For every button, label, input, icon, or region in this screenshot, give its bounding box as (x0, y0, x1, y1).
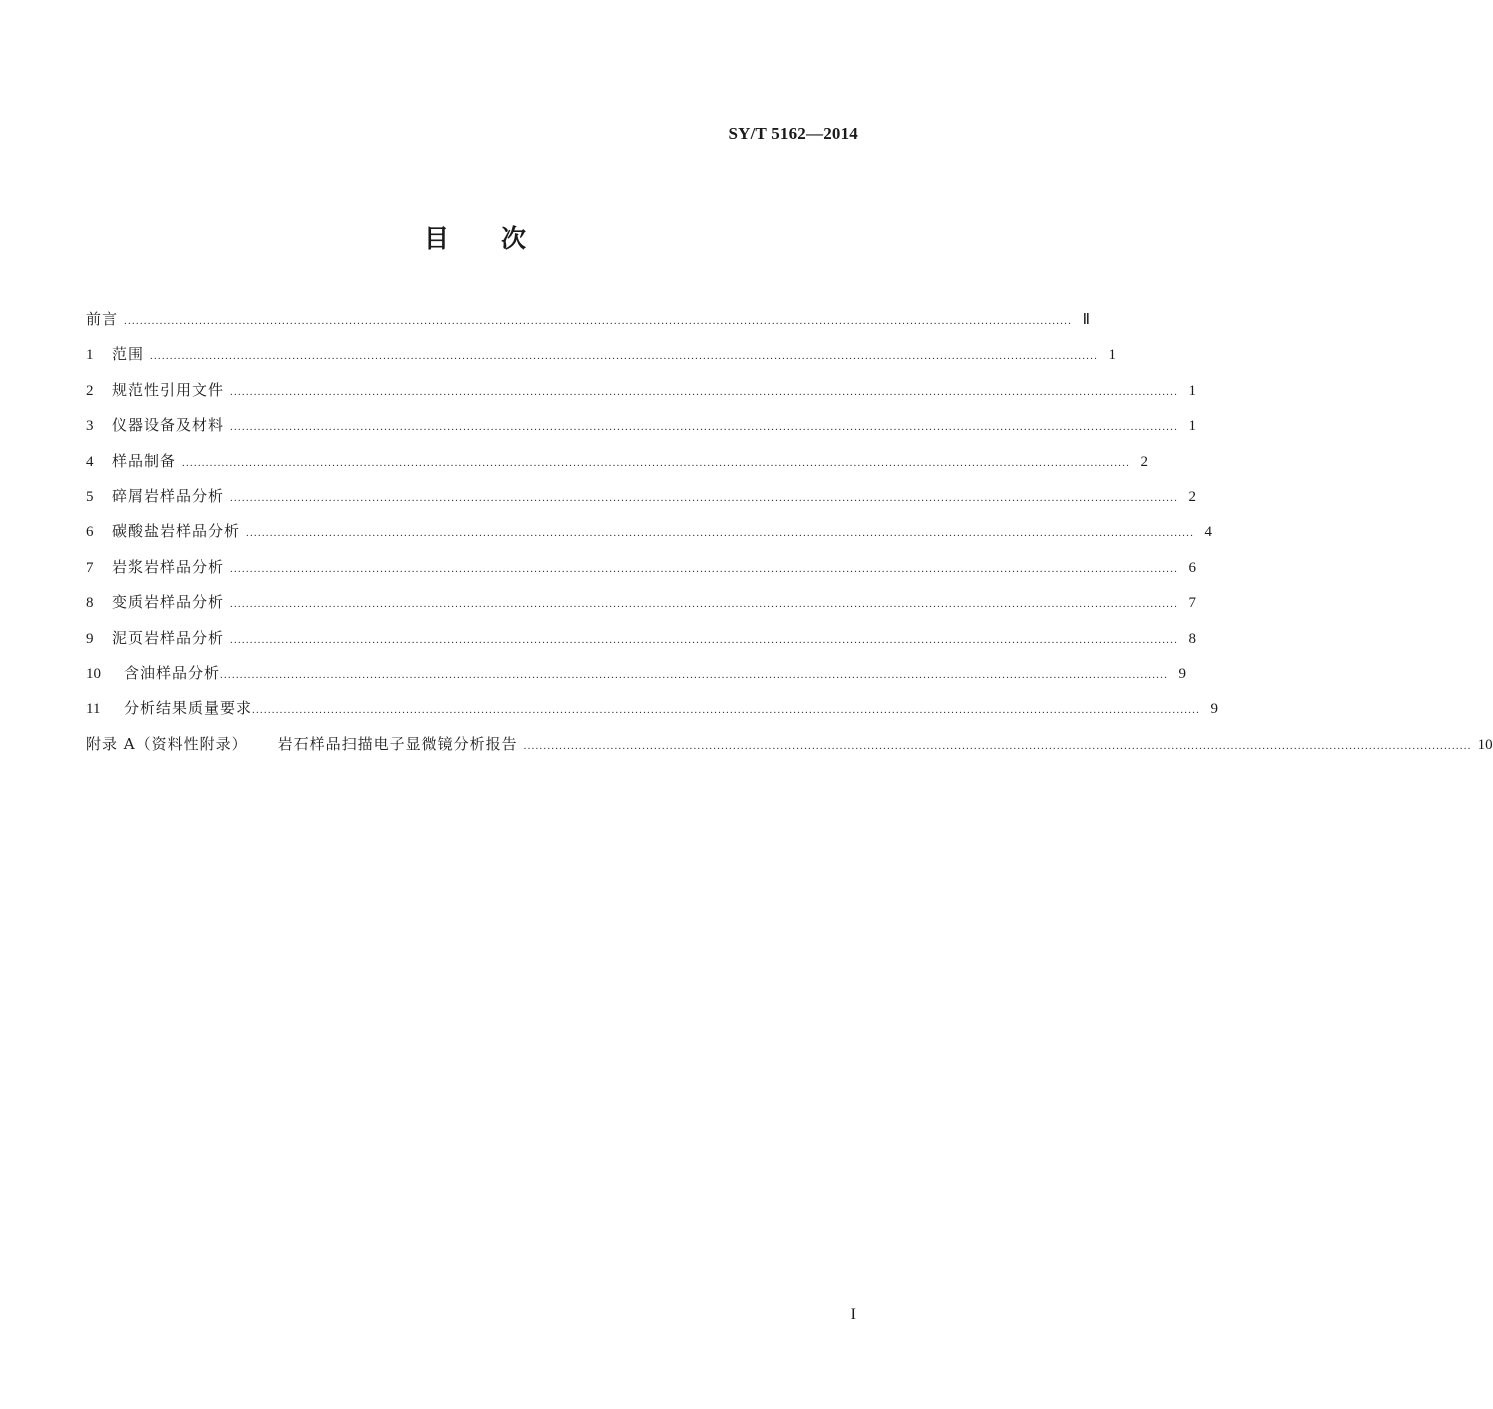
table-of-contents (86, 308, 1493, 768)
toc-entry-number: 5 (86, 488, 94, 505)
toc-entry-page: 2 (1140, 453, 1149, 470)
toc-entry-number: 10 (86, 665, 101, 682)
toc-entry[interactable] (86, 485, 1197, 520)
toc-entry-number: 11 (86, 701, 101, 718)
toc-entry-label: 分析结果质量要求 (124, 699, 253, 718)
appendix-title: 岩石样品扫描电子显微镜分析报告 (277, 734, 518, 753)
page-title: 目次 (423, 224, 578, 253)
toc-entry-page: 9 (1210, 701, 1219, 718)
toc-entry-number: 1 (86, 347, 94, 364)
toc-entry-number: 2 (86, 382, 94, 399)
toc-entry-number: 8 (86, 595, 94, 612)
toc-leader-dots: ................................................................................................................................................................................................................................................ (230, 633, 1179, 646)
toc-entry-page: 1 (1108, 347, 1117, 364)
toc-entry-number: 7 (86, 559, 94, 576)
toc-entry-page: 2 (1188, 488, 1197, 505)
toc-entry-label: 碳酸盐岩样品分析 (112, 522, 241, 541)
toc-leader-dots: ................................................................................................................................................................................................................................................ (220, 668, 1169, 681)
toc-entry[interactable] (86, 662, 1187, 697)
toc-entry[interactable] (86, 343, 1117, 378)
toc-entry-page: 9 (1178, 665, 1187, 682)
toc-entry-appendix[interactable] (86, 733, 1493, 768)
toc-entry-label: 样品制备 (112, 451, 177, 470)
toc-entry[interactable] (86, 591, 1197, 626)
toc-entry-label: 含油样品分析 (124, 663, 221, 682)
toc-entry-page: 1 (1188, 418, 1197, 435)
toc-leader-dots: ................................................................................................................................................................................................................................................ (124, 315, 1073, 327)
toc-leader-dots: ................................................................................................................................................................................................................................................ (230, 385, 1179, 398)
toc-entry-label: 范围 (112, 345, 145, 364)
toc-entry-number: 6 (86, 524, 94, 541)
toc-entry-label: 碎屑岩样品分析 (112, 486, 225, 505)
toc-entry-label: 变质岩样品分析 (112, 593, 225, 612)
toc-entry-page: 4 (1204, 524, 1213, 541)
toc-entry-page: 8 (1188, 630, 1197, 647)
toc-entry[interactable] (86, 520, 1213, 555)
toc-entry[interactable] (86, 379, 1197, 414)
standard-number: SY/T 5162—2014 (728, 124, 858, 143)
toc-leader-dots: ................................................................................................................................................................................................................................................ (230, 421, 1179, 434)
toc-entry[interactable] (86, 414, 1197, 449)
toc-entry-number: 4 (86, 453, 94, 470)
toc-leader-dots: ................................................................................................................................................................................................................................................ (182, 456, 1131, 469)
toc-entry-page: Ⅱ (1082, 312, 1091, 328)
toc-entry-page: 7 (1188, 595, 1197, 612)
toc-entry-label: 规范性引用文件 (112, 380, 225, 399)
toc-leader-dots: ................................................................................................................................................................................................................................................ (150, 350, 1099, 363)
toc-entry-page: 1 (1188, 382, 1197, 399)
toc-entry-label: 岩浆岩样品分析 (112, 557, 225, 576)
toc-entry-label: 仪器设备及材料 (112, 416, 225, 435)
appendix-label: 附录 A（资料性附录） (86, 734, 248, 753)
toc-entry[interactable] (86, 697, 1219, 732)
toc-entry[interactable] (86, 450, 1149, 485)
toc-entry-label: 前言 (86, 310, 119, 328)
toc-entry-page: 10 (1477, 736, 1493, 753)
toc-leader-dots: ................................................................................................................................................................................................................................................ (230, 598, 1179, 611)
toc-entry-foreword[interactable] (86, 308, 1091, 343)
toc-entry-number: 3 (86, 418, 94, 435)
toc-entry-number: 9 (86, 630, 94, 647)
toc-leader-dots: ................................................................................................................................................................................................................................................ (230, 491, 1179, 504)
page-number: I (850, 1306, 856, 1323)
toc-entry[interactable] (86, 556, 1197, 591)
toc-entry-label: 泥页岩样品分析 (112, 628, 225, 647)
toc-leader-dots: ................................................................................................................................................................................................................................................ (252, 704, 1201, 717)
toc-entry[interactable] (86, 627, 1197, 662)
toc-leader-dots: ................................................................................................................................................................................................................................................ (523, 739, 1472, 752)
toc-leader-dots: ................................................................................................................................................................................................................................................ (246, 527, 1195, 540)
toc-entry-page: 6 (1188, 559, 1197, 576)
toc-leader-dots: ................................................................................................................................................................................................................................................ (230, 562, 1179, 575)
